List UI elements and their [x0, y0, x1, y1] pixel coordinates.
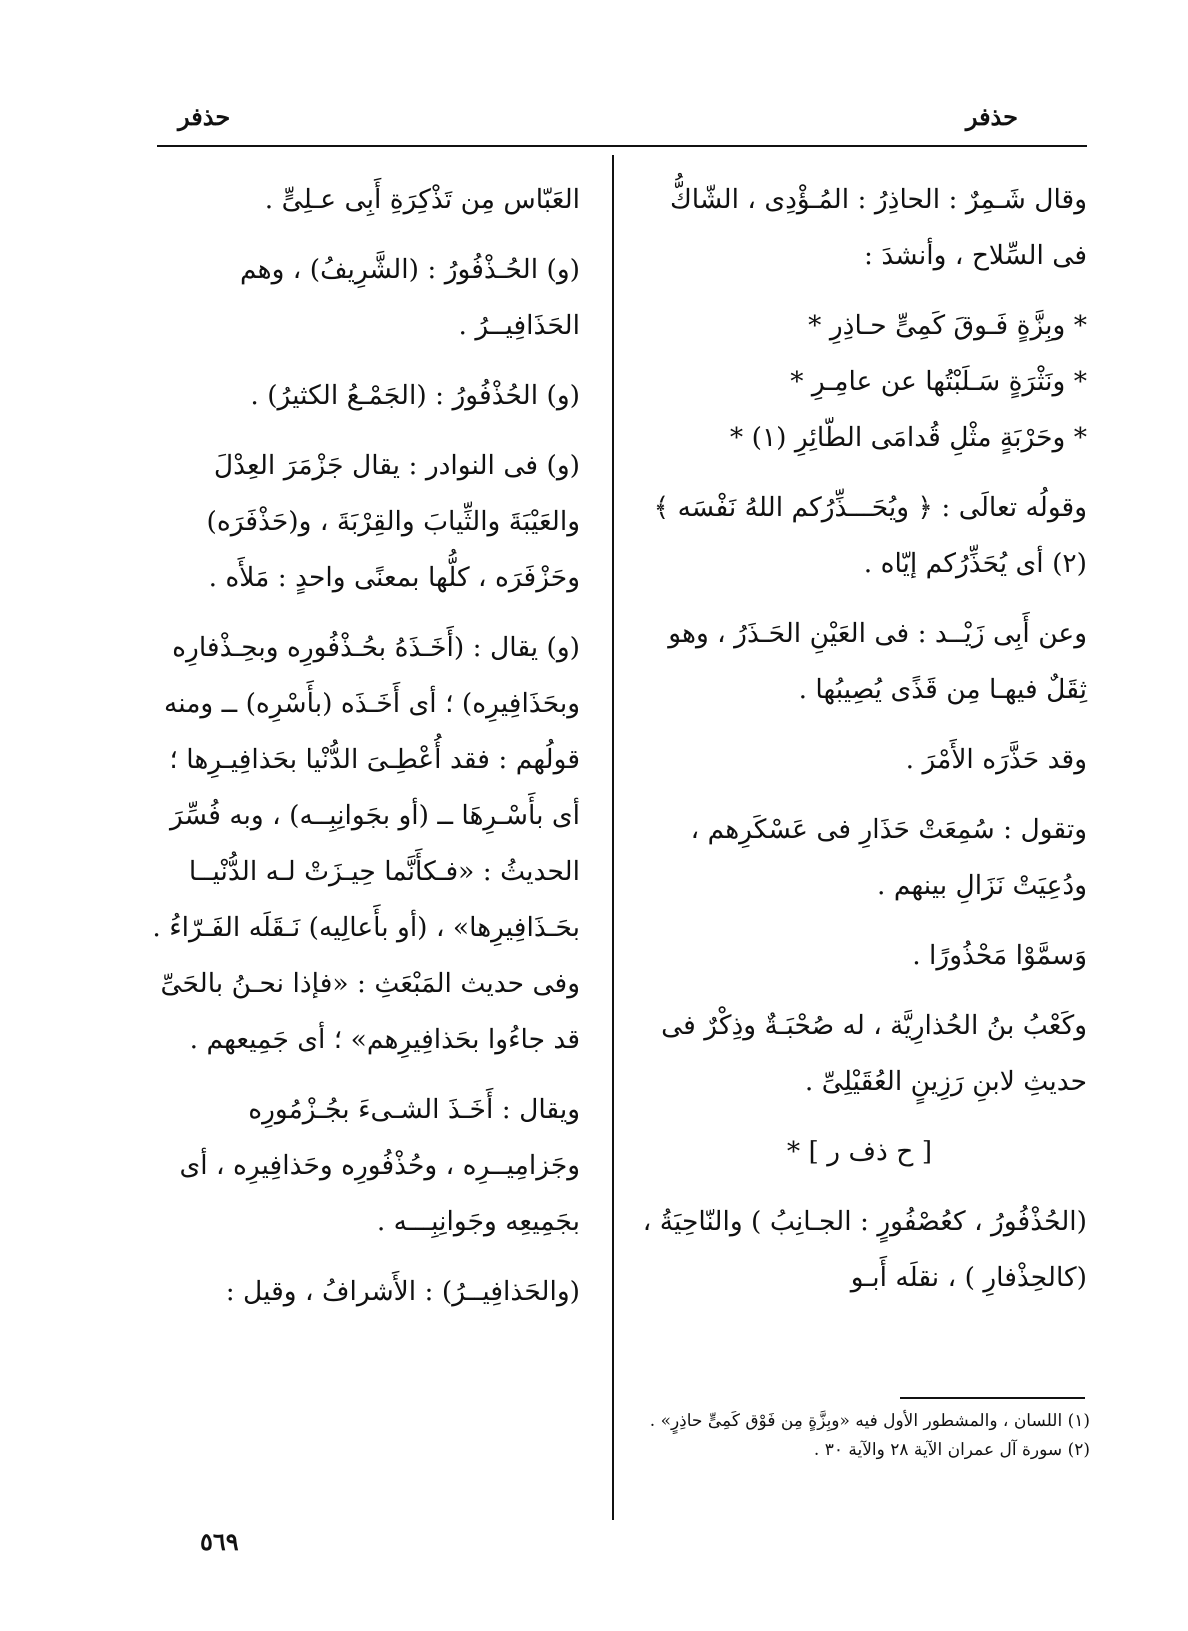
paragraph: ويقال : أَخَـذَ الشـىءَ بجُـزْمُورِه وجَزامِيــرِه ، وحُذْفُورِه وحَذافِيرِه ، أى بجَمِيعِه وجَوانِبِـــه . — [179, 1094, 580, 1237]
paragraph: وتقول : سُمِعَتْ حَذَارِ فى عَسْكَرِهم ، ودُعِيَتْ نَزَالِ بينهم . — [690, 814, 1087, 901]
paragraph: (و) يقال : (أَخَـذَهُ بحُـذْفُورِه وبحِـذْفارِه وبحَذَافِيرِه) ؛ أى أَخَـذَه (بأَسْرِه) ــ ومنه قولُهم : فقد أُعْطِـىَ الدُّنْيا بحَذافِيـرِها ؛ أى بأَسْـرِهَا ــ (أو بجَوانِبِــه) ، وبه فُسِّرَ الحديثُ : «فـكأَنَّما حِيـزَتْ لـه الدُّنْيــا بحَـذَافِيرِها» ، (أو بأَعالِيه) نَـقَلَه الفَـرّاءُ . وفى حديث المَبْعَثِ : «فإذا نحـنُ بالحَىِّ قد جاءُوا بحَذافِيرِهم» ؛ أى جَمِيعهم . — [152, 632, 580, 1055]
paragraph: وقال شَـمِرٌ : الحاذِرُ : المُـؤْدِى ، الشّاكُّ فى السِّلاح ، وأنشدَ : — [669, 184, 1087, 271]
footnotes — [640, 1407, 1090, 1465]
right-column — [632, 172, 1087, 1320]
paragraph: (الحُذْفُورُ ، كعُصْفُورٍ : الجـانِبُ ) والنّاحِيَةُ ، (كالحِذْفارِ ) ، نقلَه أَبـو — [642, 1206, 1087, 1293]
footnote-rule — [900, 1397, 1085, 1399]
running-head-right: حذفر — [965, 102, 1018, 131]
paragraph: وَسمَّوْا مَحْذُورًا . — [912, 940, 1087, 971]
running-head-left: حذفر — [178, 102, 231, 131]
verse-line: * وبِزَّةٍ فَـوقَ كَمِىٍّ حـاذِرِ * — [808, 310, 1087, 341]
footnote: (١) اللسان ، والمشطور الأول فيه «وبِزَّةٍ مِن فَوْق كَمِىٍّ حاذِرٍ» . — [649, 1411, 1090, 1431]
column-divider — [612, 155, 614, 1520]
paragraph: وقولُه تعالَى : ﴿ ويُحَـــذِّرُكم اللهُ نَفْسَه ﴾ (٢) أى يُحَذِّرُكم إيّاه . — [653, 492, 1087, 579]
paragraph: (و) الحُذْفُورُ : (الجَمْـعُ الكثيرُ) . — [250, 380, 580, 411]
left-column — [140, 172, 580, 1334]
verse-line: * ونَثْرَةٍ سَـلَبْتُها عن عامِـرِ * — [790, 366, 1087, 397]
page-number: ٥٦٩ — [200, 1527, 239, 1556]
paragraph: (والحَذافِيــرُ) : الأَشرافُ ، وقيل : — [225, 1276, 580, 1307]
header-rule — [157, 145, 1087, 147]
paragraph: العَبّاس مِن تَذْكِرَةِ أَبِى عـلِىٍّ . — [264, 184, 580, 215]
paragraph: وكَعْبُ بنُ الحُذارِيَّة ، له صُحْبَـةٌ وذِكْرٌ فى حديثِ لابنِ رَزِينٍ العُقَيْلِىِّ . — [661, 1010, 1087, 1097]
footnote: (٢) سورة آل عمران الآية ٢٨ والآية ٣٠ . — [813, 1440, 1090, 1460]
paragraph: وقد حَذَّرَه الأَمْرَ . — [905, 744, 1087, 775]
verse-line: * وحَرْبَةٍ مثْلِ قُدامَى الطّائِرِ (١) * — [729, 422, 1087, 453]
entry-heading: [ ح ذف ر ] * — [786, 1136, 933, 1167]
paragraph: وعن أَبِى زَيْــد : فى العَيْنِ الحَـذَرُ ، وهو ثِقَلٌ فيهـا مِن قَذًى يُصِيبُها . — [668, 618, 1087, 705]
paragraph: (و) الحُـذْفُورُ : (الشَّرِيفُ) ، وهم الحَذَافِيــرُ . — [239, 254, 580, 341]
paragraph: (و) فى النوادر : يقال جَزْمَرَ العِدْلَ والعَيْبَةَ والثِّيابَ والقِرْبَةَ ، و(حَذْفَرَه) وحَزْفَرَه ، كلُّها بمعنًى واحدٍ : مَلأَه . — [206, 450, 580, 593]
